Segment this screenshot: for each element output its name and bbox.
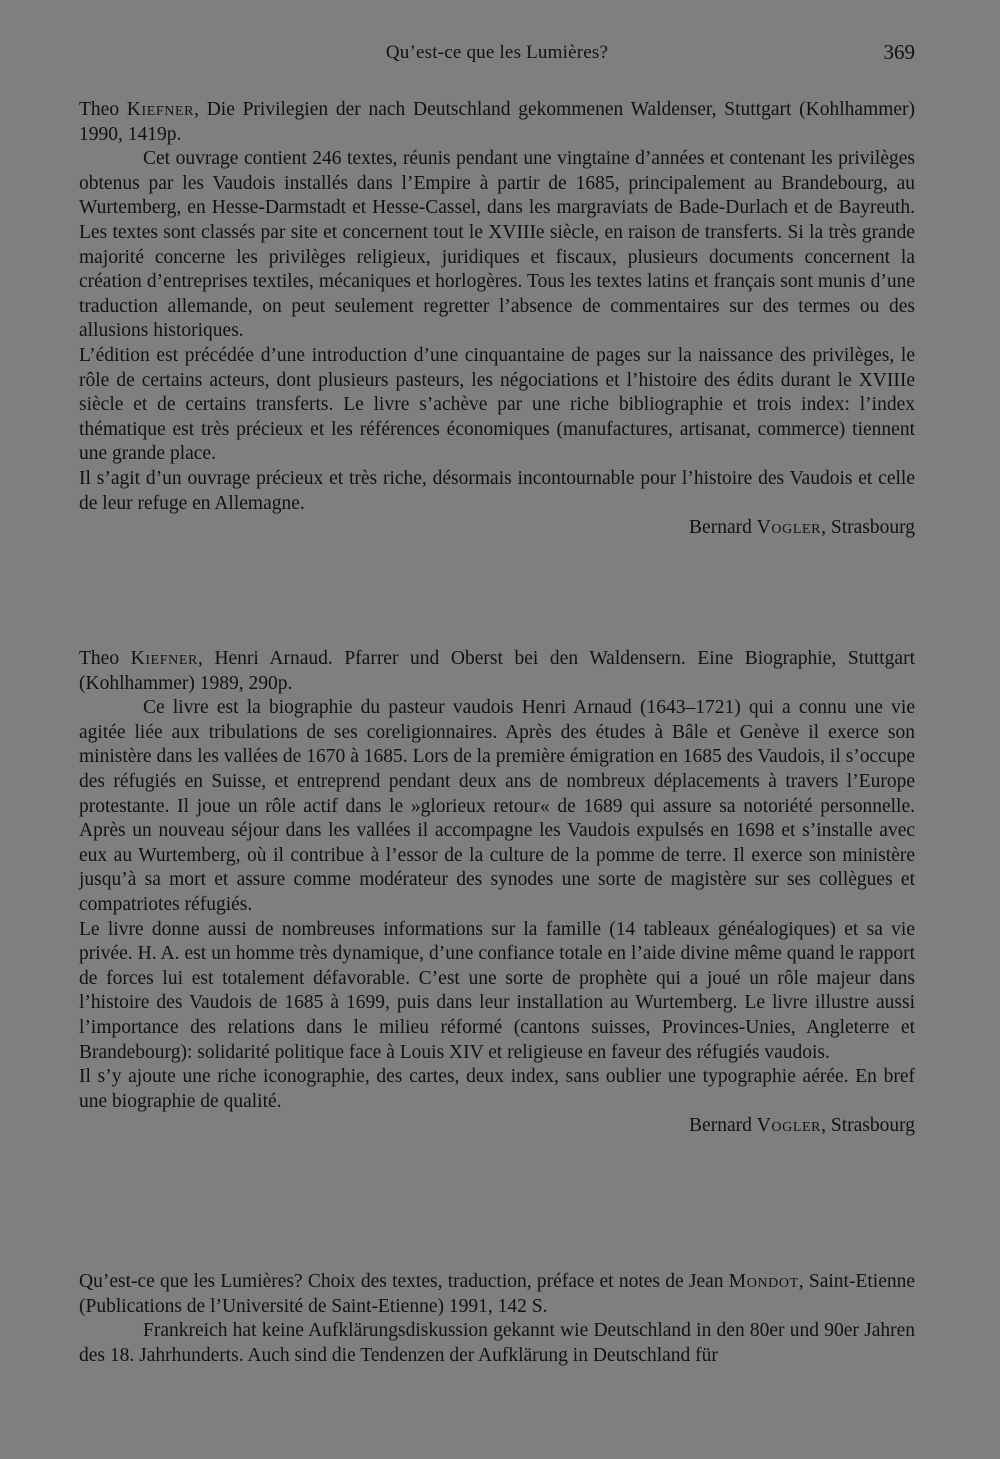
review-kiefner-privilegien xyxy=(79,98,915,541)
review-paragraph: Il s’y ajoute une riche iconographie, des cartes, deux index, sans oublier une typographie aérée. En bref une biographie de qualité. xyxy=(79,1066,915,1112)
review-paragraph: Ce livre est la biographie du pasteur vaudois Henri Arnaud (1643–1721) qui a connu une vie agitée liée aux tribulations de ses coreligionnaires. Après des études à Bâle et Genève il exerce son ministère dans les vallées de 1670 à 1685. Lors de la première émigration en 1685 des Vaudois, il s’occupe des réfugiés en Suisse, et entreprend pendant deux ans de nombreux déplacements à travers l’Europe protestante. Il joue un rôle actif dans le »glorieux retour« de 1689 qui assure sa notoriété personnelle. Après un nouveau séjour dans les vallées il accompagne les Vaudois expulsés en 1698 et s’installe avec eux au Wurtemberg, où il contribue à l’essor de la culture de la pomme de terre. Il exerce son ministère jusqu’à sa mort et assure comme modérateur des synodes une sorte de magistère sur ses collègues et compatriotes réfugiés. xyxy=(79,697,915,915)
review-paragraph: Le livre donne aussi de nombreuses informations sur la famille (14 tableaux généalogiques) et sa vie privée. H. A. est un homme très dynamique, d’une confiance totale en l’aide divine même quand le rapport de forces lui est totalement défavorable. C’est une sorte de prophète qui a joué un rôle majeur dans l’histoire des Vaudois de 1685 à 1699, puis dans leur installation au Wurtemberg. Le livre illustre aussi l’importance des relations dans le milieu réformé (cantons suisses, Provinces-Unies, Angleterre et Brandebourg): solidarité politique face à Louis XIV et religieuse en faveur des réfugiés vaudois. xyxy=(79,918,915,1063)
editor-last-name: Mondot xyxy=(728,1271,799,1292)
bibliographic-entry xyxy=(79,98,915,147)
review-mondot-lumieres xyxy=(79,1270,915,1368)
bibliography-title: Qu’est-ce que les Lumières? Choix des textes, traduction, préface et notes de Jean xyxy=(79,1271,729,1292)
running-header xyxy=(79,42,915,72)
reviewer-first-name: Bernard xyxy=(689,1115,757,1137)
reviewer-signature xyxy=(79,516,915,541)
bibliographic-entry xyxy=(79,647,915,696)
page-number: 369 xyxy=(883,40,915,64)
reviewer-last-name: Vogler xyxy=(756,517,822,539)
review-paragraph: Cet ouvrage contient 246 textes, réunis pendant une vingtaine d’années et contenant les privilèges obtenus par les Vaudois installés dans l’Empire à partir de 1685, principalement au Brandebourg, au Wurtemberg, en Hesse-Darmstadt et Hesse-Cassel, dans les margraviats de Bade-Durlach et de Bayreuth. Les textes sont classés par site et concernent tout le XVIIIe siècle, en raison de transferts. Si la très grande majorité concerne les privilèges religieux, juridiques et fiscaux, plusieurs documents concernent la création d’entreprises textiles, mécaniques et horlogères. Tous les textes latins et français sont munis d’une traduction allemande, on peut seulement regretter l’absence de commentaires sur des termes ou des allusions historiques. xyxy=(79,148,915,342)
author-last-name: Kiefner xyxy=(130,648,198,669)
reviewer-last-name: Vogler xyxy=(756,1115,822,1137)
bibliography-details: , Henri Arnaud. Pfarrer und Oberst bei den Waldensern. Eine Biographie, Stuttgart (Kohlhammer) 1989, 290p. xyxy=(79,648,915,694)
bibliography-details: , Saint-Etienne (Publications de l’Université de Saint-Etienne) 1991, 142 S. xyxy=(79,1271,915,1317)
reviewer-place: , Strasbourg xyxy=(821,1115,915,1137)
review-paragraph: L’édition est précédée d’une introduction d’une cinquantaine de pages sur la naissance des privilèges, le rôle de certains acteurs, dont plusieurs pasteurs, les négociations et l’histoire des édits durant le XVIIIe siècle et de certains transferts. Le livre s’achève par une riche bibliographie et trois index: l’index thématique est très précieux et les références économiques (manufactures, artisanat, commerce) tiennent une grande place. xyxy=(79,344,915,465)
reviewer-first-name: Bernard xyxy=(689,517,757,539)
bibliography-details: , Die Privilegien der nach Deutschland gekommenen Waldenser, Stuttgart (Kohlhammer) 1990, 1419p. xyxy=(79,99,915,145)
author-last-name: Kiefner xyxy=(126,99,195,120)
reviewer-place: , Strasbourg xyxy=(821,517,915,539)
review-paragraph: Frankreich hat keine Aufklärungsdiskussion gekannt wie Deutschland in den 80er und 90er Jahren des 18. Jahrhunderts. Auch sind die Tendenzen der Aufklärung in Deutschland für xyxy=(79,1320,915,1366)
book-page xyxy=(79,0,915,1459)
author-first-name: Theo xyxy=(79,648,131,669)
review-paragraph: Il s’agit d’un ouvrage précieux et très riche, désormais incontournable pour l’histoire des Vaudois et celle de leur refuge en Allemagne. xyxy=(79,467,915,514)
bibliographic-entry xyxy=(79,1270,915,1319)
author-first-name: Theo xyxy=(79,99,127,120)
running-title: Qu’est-ce que les Lumières? xyxy=(385,42,609,63)
reviewer-signature xyxy=(79,1114,915,1139)
review-kiefner-arnaud xyxy=(79,647,915,1139)
